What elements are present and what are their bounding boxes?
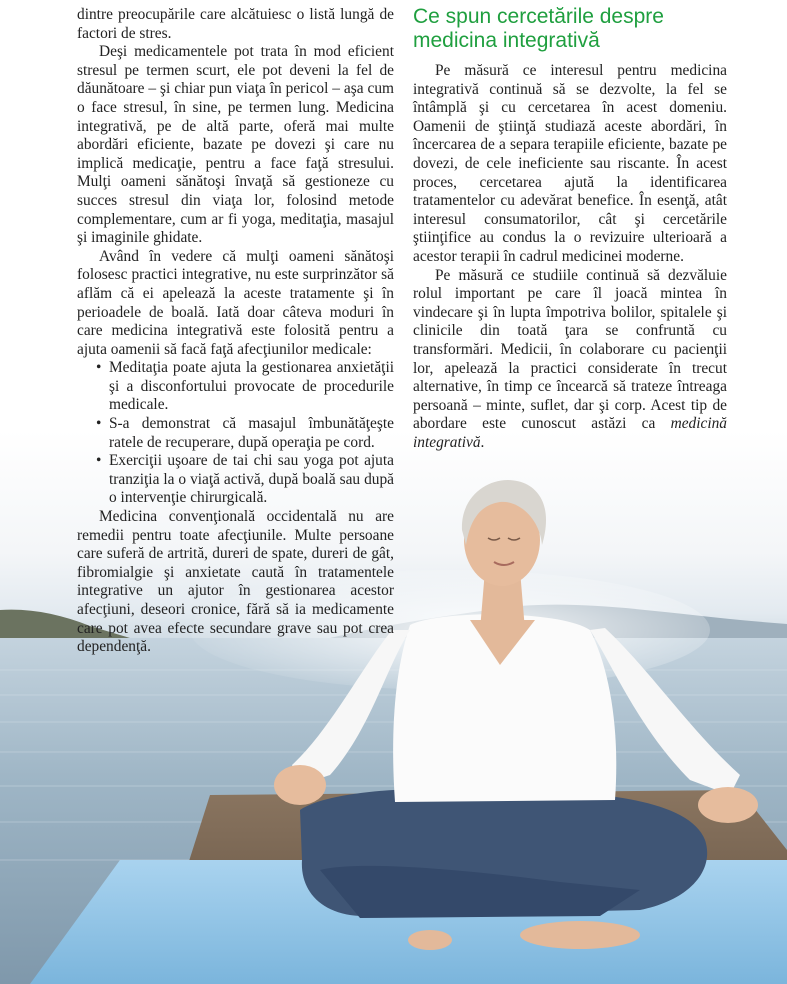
- right-text-column: [413, 62, 727, 452]
- list-item: • Meditaţia poate ajuta la gestionarea anxietăţii şi a disconfortului provocate de procedurile medicale.: [109, 359, 394, 415]
- paragraph-end: .: [480, 433, 485, 451]
- list-item: • Exerciţii uşoare de tai chi sau yoga pot ajuta tranziţia la o viaţă activă, după boală sau după o intervenţie chirurgicală.: [109, 452, 394, 508]
- section-heading: Ce spun cercetările despre medicina integrativă: [413, 5, 664, 52]
- paragraph-conventional-medicine: Medicina convenţională occidentală nu are remedii pentru toate afecţiunile. Multe persoane care suferă de artrită, dureri de spate, dureri de gât, fibromialgie şi anxietate caută în tratamentele integrative un ajutor în gestionarea acestor afecţiuni, deseori cronice, fără să ia medicamente care pot avea efecte secundare grave sau pot crea dependenţă.: [77, 508, 394, 656]
- list-item: • S-a demonstrat că masajul îmbunătăţeşte ratele de recuperare, după operaţia pe cord.: [109, 415, 394, 452]
- italic-term: medicină integrativă: [413, 415, 727, 451]
- paragraph-medication: Deşi medicamentele pot trata în mod eficient stresul pe termen scurt, ele pot deveni la fel de dăunătoare – şi chiar pun viaţa în pericol – aşa cum o face stresul, în sine, pe termen lung. Medicina integrativă, pe de altă parte, oferă mai multe abordări eficiente, bazate pe dovezi şi care nu implică medicaţie, pentru a face faţă stresului. Mulţi oameni sănătoşi învaţă să gestioneze cu succes stresul din viaţa lor, folosind metode complementare, cum ar fi yoga, meditaţia, masajul şi imaginile ghidate.: [77, 43, 394, 247]
- benefits-list: [77, 359, 394, 508]
- paragraph-research: Pe măsură ce interesul pentru medicina integrativă continuă să se dezvolte, la fel se întâmplă şi cu cercetarea în acest domeniu. Oamenii de ştiinţă studiază aceste abordări, în încercarea de a separa terapiile eficiente, bazate pe dovezi, de cele ineficiente sau riscante. În acest proces, cercetarea ajută la identificarea tratamentelor cu adevărat benefice. În esenţă, atât interesul consumatorilor, cât şi cercetările ştiinţifice au condus la o revizuire ulterioară a acestor terapii în cadrul medicinei moderne.: [413, 62, 727, 265]
- continuation-paragraph: dintre preocupările care alcătuiesc o listă lungă de factori de stres.: [77, 6, 394, 42]
- paragraph-text: Pe măsură ce studiile continuă să dezvăluie rolul important pe care îl joacă mintea în vindecare şi în lupta împotriva bolilor, spitalele şi clinicile din toată ţara se confruntă cu transformări. Medicii, în colaborare cu pacienţii lor, apelează la practici considerate în trecut alternative, în timp ce încearcă să trateze întreaga persoană – minte, suflet, dar şi corp. Acest tip de abordare este cunoscut astăzi ca: [413, 266, 727, 433]
- left-text-column: [77, 6, 394, 657]
- paragraph-mind-healing: [413, 267, 727, 453]
- paragraph-integrative-practices: Având în vedere că mulţi oameni sănătoşi folosesc practici integrative, nu este surprinzător să aflăm că ei apelează la aceste tratamente şi în perioadele de boală. Iată doar câteva moduri în care medicina integrativă este folosită pentru a ajuta oamenii să facă faţă afecţiunilor medicale:: [77, 247, 394, 358]
